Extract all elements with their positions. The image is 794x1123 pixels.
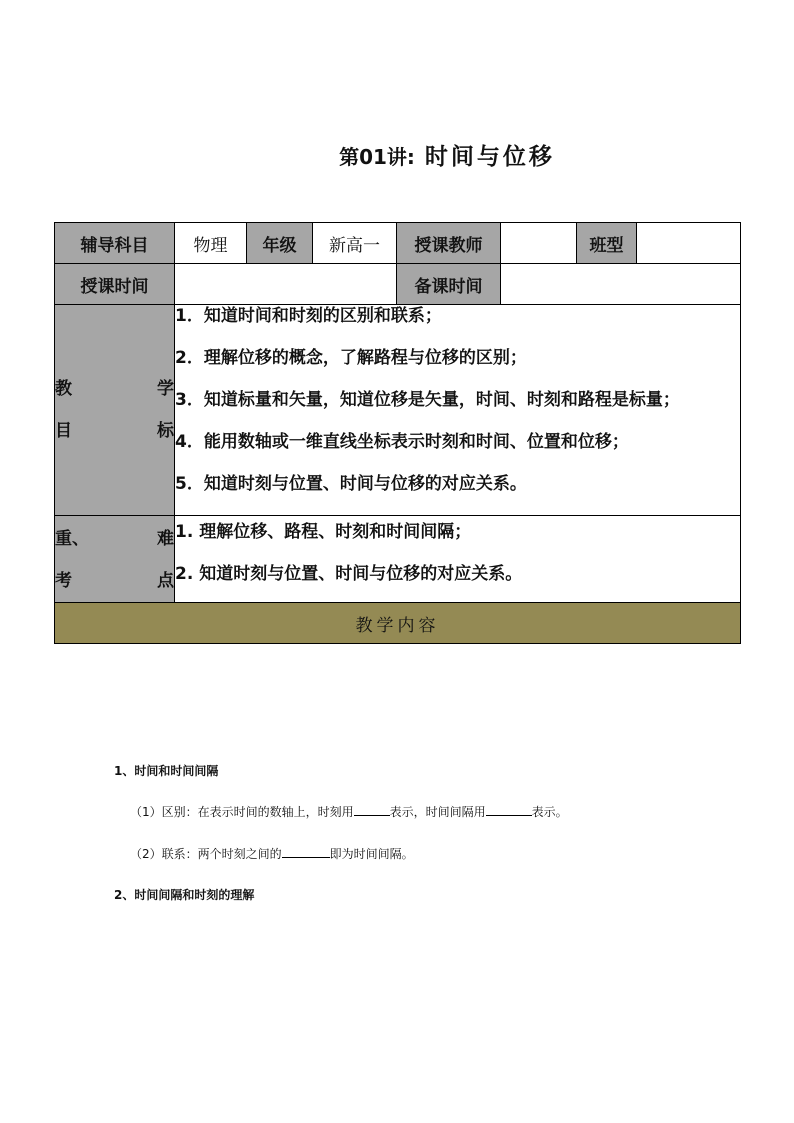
goal-item: 3．知道标量和矢量，知道位移是矢量，时间、时刻和路程是标量； [175, 390, 680, 410]
text: 表示。 [531, 805, 568, 819]
key-label-char: 重、 [55, 529, 89, 549]
lesson-title: 时间与位移 [424, 143, 555, 170]
subject-label: 辅导科目 [55, 223, 175, 264]
prep-time-label: 备课时间 [397, 264, 501, 305]
key-label-char: 点 [157, 571, 174, 591]
goals-list [175, 305, 741, 516]
lesson-number: 第01讲: [339, 145, 415, 169]
key-points-label [55, 516, 175, 603]
key-label-char: 难 [157, 529, 174, 549]
teacher-value [501, 223, 577, 264]
key-points-list [175, 516, 741, 603]
prep-time-value [501, 264, 741, 305]
text: 表示，时间间隔用 [389, 805, 486, 819]
goal-item: 5．知道时刻与位置、时间与位移的对应关系。 [175, 474, 527, 494]
subject-value: 物理 [175, 223, 247, 264]
key-label-char: 考 [55, 571, 72, 591]
text: 即为时间间隔。 [329, 847, 414, 861]
fill-blank[interactable] [486, 803, 532, 816]
fill-blank[interactable] [282, 845, 330, 858]
page-title [0, 138, 794, 171]
goal-item: 2．理解位移的概念，了解路程与位移的区别； [175, 348, 527, 368]
goal-item: 1．知道时间和时刻的区别和联系； [175, 306, 442, 326]
text: （2）联系：两个时刻之间的 [130, 847, 282, 861]
goals-label-char: 教 [55, 379, 72, 399]
class-type-value [637, 223, 741, 264]
fill-blank[interactable] [354, 803, 390, 816]
key-point-item: 2. 知道时刻与位置、时间与位移的对应关系。 [175, 564, 523, 584]
lesson-time-value [175, 264, 397, 305]
class-type-label: 班型 [577, 223, 637, 264]
goals-label-char: 学 [157, 379, 174, 399]
paragraph-relation [130, 845, 414, 862]
goals-label-char: 目 [55, 421, 72, 441]
goal-item: 4．能用数轴或一维直线坐标表示时刻和时间、位置和位移； [175, 432, 629, 452]
teaching-content-header: 教学内容 [55, 603, 741, 644]
section-heading: 2、时间间隔和时刻的理解 [114, 888, 255, 902]
goals-label-char: 标 [157, 421, 174, 441]
section-heading: 1、时间和时间间隔 [114, 764, 219, 778]
grade-value: 新高一 [313, 223, 397, 264]
text: （1）区别：在表示时间的数轴上，时刻用 [130, 805, 354, 819]
key-point-item: 1. 理解位移、路程、时刻和时间间隔； [175, 522, 472, 542]
paragraph-distinction [130, 803, 568, 820]
goals-label [55, 305, 175, 516]
lesson-time-label: 授课时间 [55, 264, 175, 305]
grade-label: 年级 [247, 223, 313, 264]
teacher-label: 授课教师 [397, 223, 501, 264]
lesson-info-table [54, 222, 741, 644]
